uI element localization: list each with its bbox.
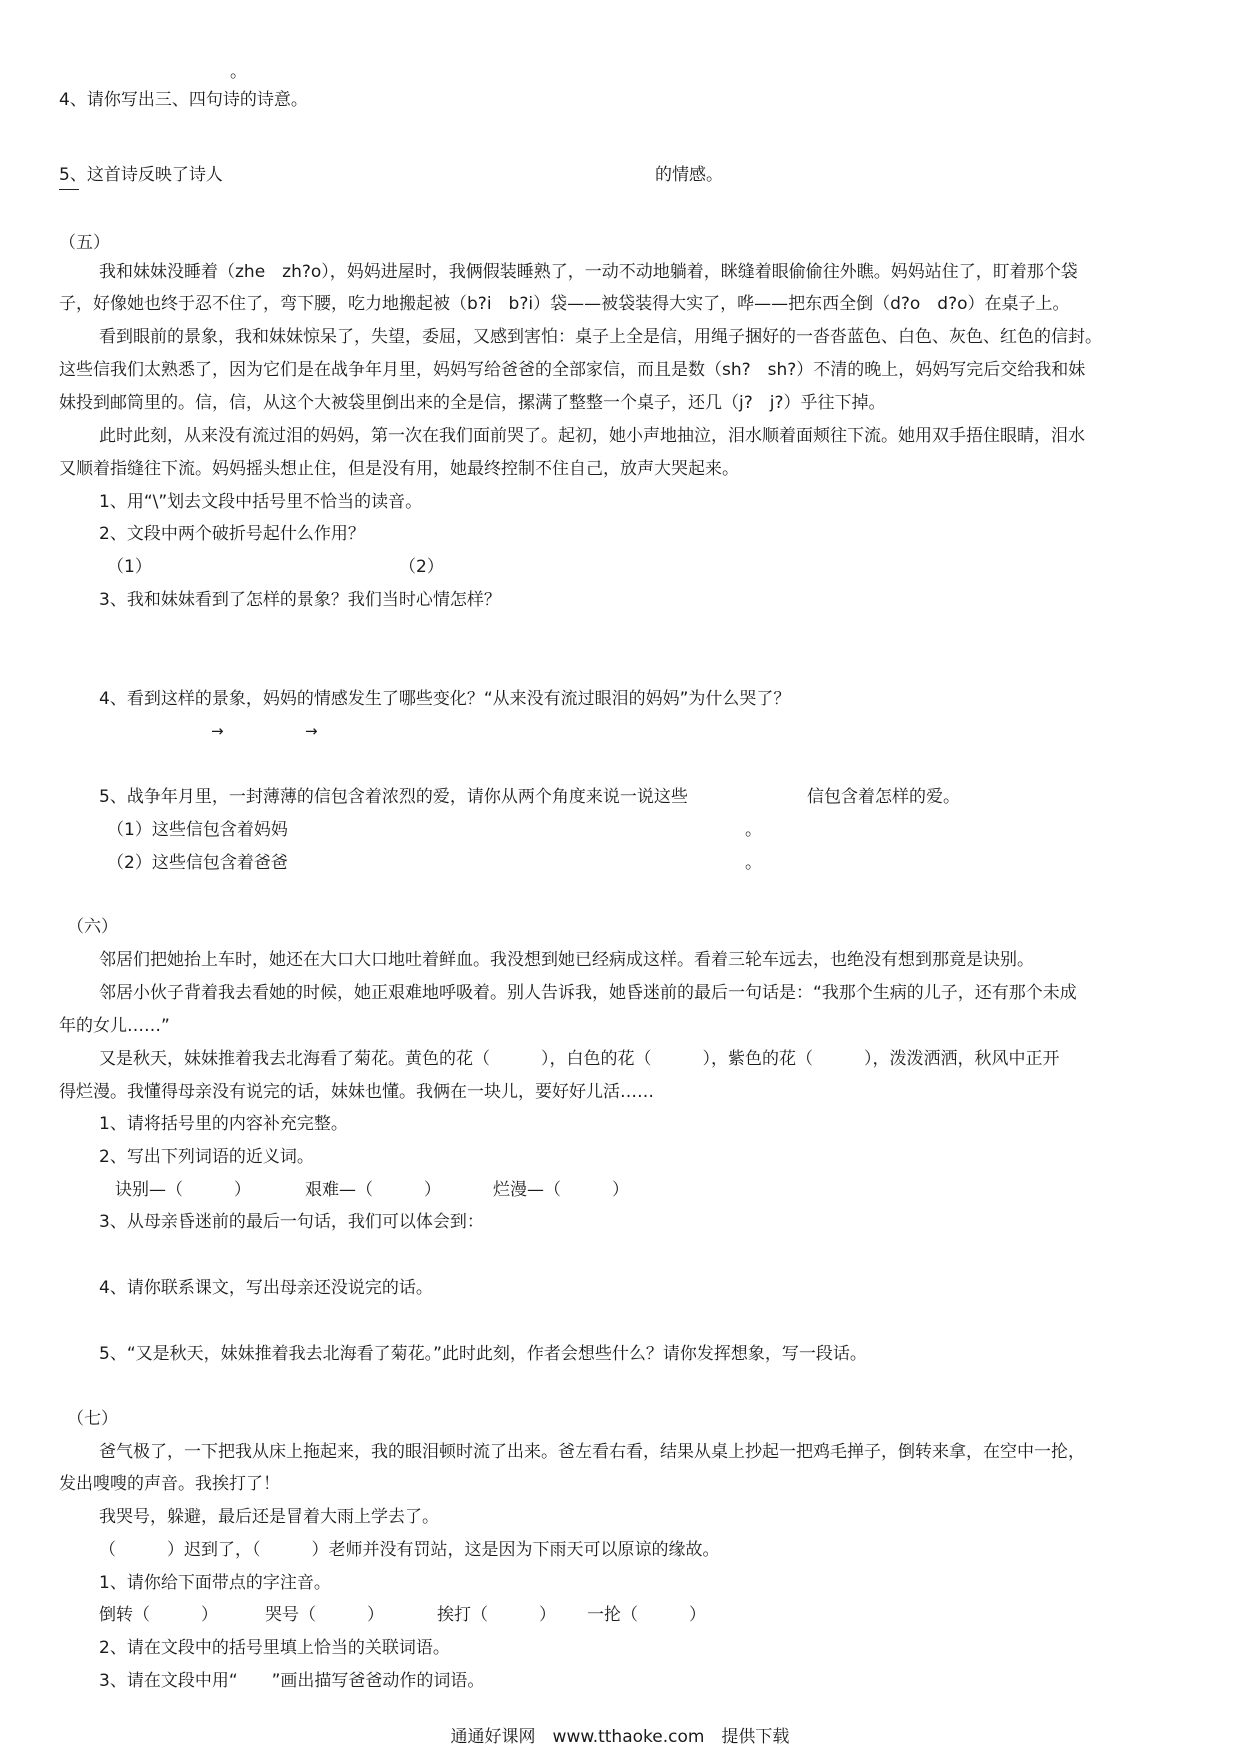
s7-word-4: 一抡（ ）	[587, 1605, 706, 1625]
period-mark: 。	[230, 62, 247, 82]
s5-question-5-part-b: 信包含着怎样的爱。	[807, 787, 960, 807]
s6-paragraph-2-line-2: 年的女儿……”	[59, 1016, 170, 1036]
s6-question-4: 4、请你联系课文，写出母亲还没说完的话。	[99, 1278, 433, 1298]
dash-mark	[59, 189, 79, 190]
s5-question-5-item-2: （2）这些信包含着爸爸	[107, 853, 288, 873]
s4-question-5-suffix: 的情感。	[655, 165, 723, 185]
s7-paragraph-2: 我哭号，躲避，最后还是冒着大雨上学去了。	[99, 1507, 439, 1527]
s6-word-1: 诀别—（ ）	[115, 1180, 251, 1200]
s7-paragraph-3: （ ）迟到了，（ ）老师并没有罚站，这是因为下雨天可以原谅的缘故。	[99, 1540, 720, 1560]
s5-paragraph-2-line-3: 妹投到邮筒里的。信，信，从这个大被袋里倒出来的全是信，摞满了整整一个桌子，还几（j? j?）乎往下掉。	[59, 393, 886, 413]
period-mark: 。	[745, 820, 762, 840]
s6-paragraph-2-line-1: 邻居小伙子背着我去看她的时候，她正艰难地呼吸着。别人告诉我，她昏迷前的最后一句话是：“我那个生病的儿子，还有那个未成	[99, 983, 1077, 1003]
section-6-heading: （六）	[67, 917, 118, 937]
s5-question-3: 3、我和妹妹看到了怎样的景象？我们当时心情怎样？	[99, 590, 501, 610]
s5-paragraph-1-line-2: 子，好像她也终于忍不住了，弯下腰，吃力地搬起被（b?i b?i）袋——被袋装得大实了，哗——把东西全倒（d?o d?o）在桌子上。	[59, 294, 1070, 314]
s7-word-1: 倒转（ ）	[99, 1605, 218, 1625]
arrow-icon: →	[305, 722, 318, 740]
period-mark: 。	[745, 853, 762, 873]
footer-text: 通通好课网 www.tthaoke.com 提供下载	[450, 1727, 790, 1747]
s5-paragraph-1-line-1: 我和妹妹没睡着（zhe zh?o），妈妈进屋时，我俩假装睡熟了，一动不动地躺着，眯缝着眼偷偷往外瞧。妈妈站住了，盯着那个袋	[99, 262, 1078, 282]
s4-question-4: 4、请你写出三、四句诗的诗意。	[59, 90, 308, 110]
s5-question-5-part-a: 5、战争年月里，一封薄薄的信包含着浓烈的爱，请你从两个角度来说一说这些	[99, 787, 688, 807]
s5-question-1: 1、用“\”划去文段中括号里不恰当的读音。	[99, 492, 423, 512]
s7-question-2: 2、请在文段中的括号里填上恰当的关联词语。	[99, 1638, 450, 1658]
s7-word-3: 挨打（ ）	[437, 1605, 556, 1625]
s4-question-5-prefix: 5、这首诗反映了诗人	[59, 165, 223, 185]
s5-question-2-answer-1: （1）	[107, 557, 152, 577]
s7-question-3: 3、请在文段中用“ ”画出描写爸爸动作的词语。	[99, 1671, 485, 1691]
s7-word-2: 哭号（ ）	[265, 1605, 384, 1625]
section-5-heading: （五）	[59, 233, 110, 253]
s6-question-3: 3、从母亲昏迷前的最后一句话，我们可以体会到：	[99, 1212, 484, 1232]
s6-question-5: 5、“又是秋天，妹妹推着我去北海看了菊花。”此时此刻，作者会想些什么？请你发挥想象，写一段话。	[99, 1344, 867, 1364]
s6-paragraph-3-line-2: 得烂漫。我懂得母亲没有说完的话，妹妹也懂。我俩在一块儿，要好好儿活……	[59, 1082, 654, 1102]
s5-question-4: 4、看到这样的景象，妈妈的情感发生了哪些变化？“从来没有流过眼泪的妈妈”为什么哭了？	[99, 689, 791, 709]
s5-paragraph-2-line-2: 这些信我们太熟悉了，因为它们是在战争年月里，妈妈写给爸爸的全部家信，而且是数（sh? sh?）不清的晚上，妈妈写完后交给我和妹	[59, 360, 1086, 380]
s5-paragraph-3-line-1: 此时此刻，从来没有流过泪的妈妈，第一次在我们面前哭了。起初，她小声地抽泣，泪水顺着面颊往下流。她用双手捂住眼睛，泪水	[99, 426, 1085, 446]
s7-paragraph-1-line-2: 发出嗖嗖的声音。我挨打了！	[59, 1474, 280, 1494]
s5-question-2-answer-2: （2）	[399, 557, 444, 577]
s7-paragraph-1-line-1: 爸气极了，一下把我从床上拖起来，我的眼泪顿时流了出来。爸左看右看，结果从桌上抄起一把鸡毛掸子，倒转来拿，在空中一抡，	[99, 1442, 1085, 1462]
s6-paragraph-1: 邻居们把她抬上车时，她还在大口大口地吐着鲜血。我没想到她已经病成这样。看着三轮车远去，也绝没有想到那竟是诀别。	[99, 950, 1034, 970]
s6-word-2: 艰难—（ ）	[305, 1180, 441, 1200]
s5-paragraph-2-line-1: 看到眼前的景象，我和妹妹惊呆了，失望，委屈，又感到害怕：桌子上全是信，用绳子捆好的一沓沓蓝色、白色、灰色、红色的信封。	[99, 327, 1102, 347]
s6-word-3: 烂漫—（ ）	[493, 1180, 629, 1200]
section-7-heading: （七）	[67, 1409, 118, 1429]
s6-question-2: 2、写出下列词语的近义词。	[99, 1147, 314, 1167]
s5-paragraph-3-line-2: 又顺着指缝往下流。妈妈摇头想止住，但是没有用，她最终控制不住自己，放声大哭起来。	[59, 459, 739, 479]
s6-paragraph-3-line-1: 又是秋天，妹妹推着我去北海看了菊花。黄色的花（ ），白色的花（ ），紫色的花（ ），泼泼洒洒，秋风中正开	[99, 1049, 1060, 1069]
arrow-icon: →	[211, 722, 224, 740]
s6-question-1: 1、请将括号里的内容补充完整。	[99, 1114, 348, 1134]
s5-question-2: 2、文段中两个破折号起什么作用？	[99, 524, 365, 544]
s5-question-5-item-1: （1）这些信包含着妈妈	[107, 820, 288, 840]
s7-question-1: 1、请你给下面带点的字注音。	[99, 1573, 331, 1593]
